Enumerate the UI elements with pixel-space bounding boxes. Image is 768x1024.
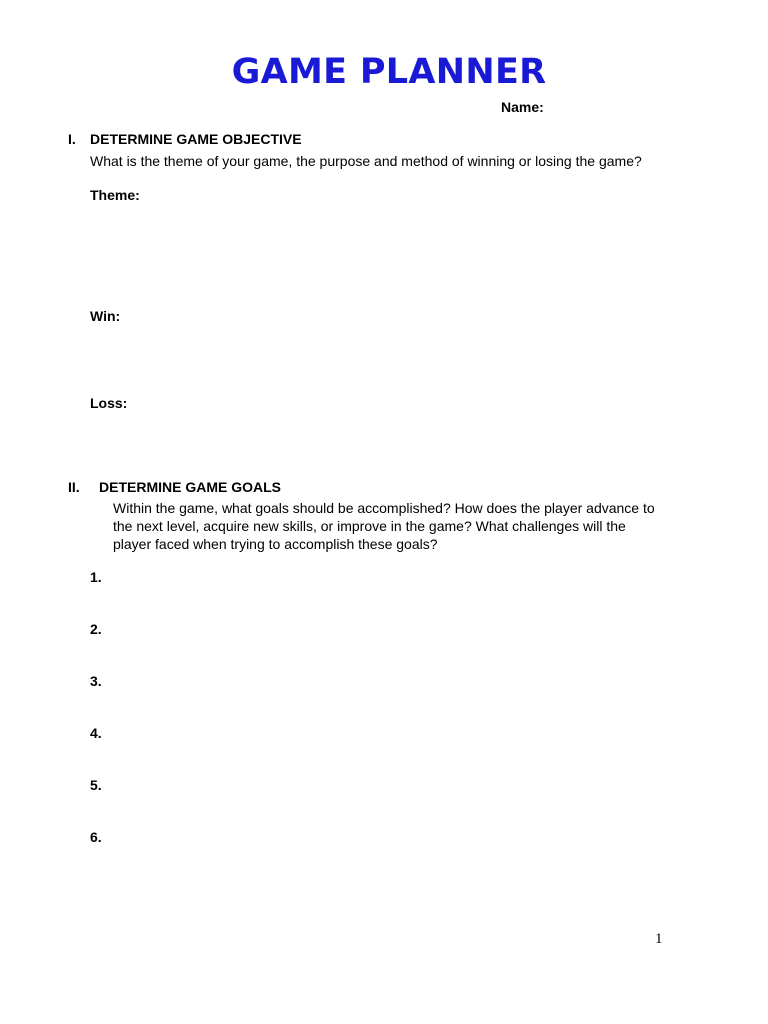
section-2-prompt-line-2: the next level, acquire new skills, or improve in the game? What challenges will the [113, 518, 626, 534]
loss-label: Loss: [90, 395, 128, 411]
section-2-heading: DETERMINE GAME GOALS [99, 479, 282, 495]
section-1-number: I. [68, 131, 76, 147]
theme-label: Theme: [90, 187, 140, 203]
section-2-prompt-line-1: Within the game, what goals should be accomplished? How does the player advance to [113, 500, 655, 516]
section-2-prompt-line-3: player faced when trying to accomplish these goals? [113, 536, 438, 552]
goal-number-4: 4. [90, 725, 102, 741]
section-1-heading: DETERMINE GAME OBJECTIVE [90, 131, 302, 147]
page-title: GAME PLANNER [231, 52, 547, 92]
section-1-prompt: What is the theme of your game, the purpose and method of winning or losing the game? [90, 153, 642, 169]
page-number: 1 [655, 931, 663, 947]
name-label: Name: [501, 99, 544, 115]
goal-number-1: 1. [90, 569, 102, 585]
win-label: Win: [90, 308, 121, 324]
section-2-number: II. [68, 479, 80, 495]
goal-number-3: 3. [90, 673, 102, 689]
goal-number-6: 6. [90, 829, 102, 845]
goal-number-5: 5. [90, 777, 102, 793]
goal-number-2: 2. [90, 621, 102, 637]
